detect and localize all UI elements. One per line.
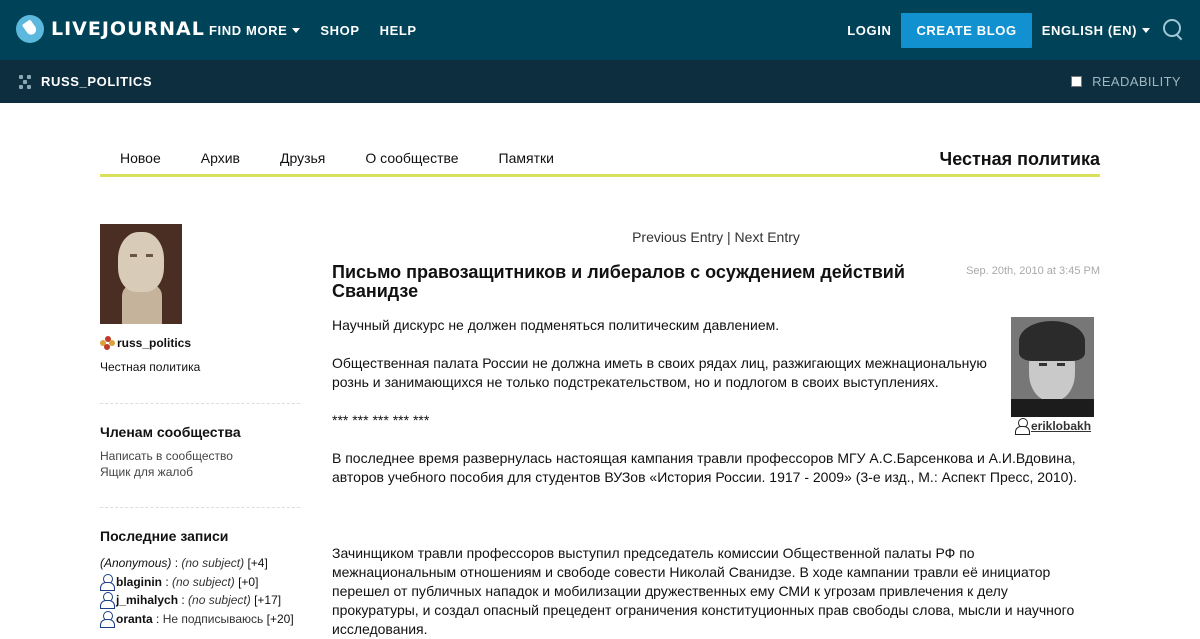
community-username-label: russ_politics xyxy=(117,336,192,350)
list-item[interactable]: j_mihalych : (no subject) [+17] xyxy=(100,591,300,610)
entry-paragraph: Зачинщиком травли профессоров выступил председатель комиссии Общественной палаты РФ по межнациональным отношениям и свободе совести Николай Сванидзе. В ходе кампании травли её инициатор перешел от публичных нападок и мобилизации дружественных ему СМИ к угрозам привлечения к делу прокуратуры, и создал опасный прецедент ограничения конституционных прав свободы слова, мысли и научного исследования. xyxy=(332,545,1075,637)
entry-navigation xyxy=(332,229,1100,245)
chevron-down-icon xyxy=(292,28,300,33)
complaints-box-link[interactable]: Ящик для жалоб xyxy=(100,465,194,479)
language-selector[interactable] xyxy=(1042,23,1150,38)
entry-paragraph: Научный дискурс не должен подменяться политическим давлением. xyxy=(332,317,780,333)
entry-nav-divider: | xyxy=(727,229,731,245)
entry-paragraph: В последнее время развернулась настоящая кампания травли профессоров МГУ А.С.Барсенкова и А.И.Вдовина, авторов учебного пособия для студентов ВУЗов «История России. 1917 - 2009» (3-е изд., М.: Аспект Пресс, 2010). xyxy=(332,450,1077,485)
recent-subject[interactable]: (no subject) xyxy=(188,593,251,607)
language-label: ENGLISH (EN) xyxy=(1041,22,1137,38)
recent-subject[interactable]: Не подписываюсь xyxy=(162,611,264,626)
community-username[interactable] xyxy=(100,336,300,350)
recent-count: [+20] xyxy=(266,611,294,626)
user-icon xyxy=(100,574,114,590)
menu-item-new[interactable]: Новое xyxy=(120,150,161,166)
chevron-down-icon xyxy=(1142,28,1150,33)
livejournal-logo-icon xyxy=(16,15,44,43)
journal-menu xyxy=(100,140,1100,177)
create-blog-button[interactable]: CREATE BLOG xyxy=(901,13,1031,48)
menu-item-memos[interactable]: Памятки xyxy=(498,150,554,166)
main-nav xyxy=(209,0,437,60)
community-badge-icon xyxy=(100,336,116,350)
recent-count: [+0] xyxy=(238,574,259,589)
divider xyxy=(100,507,300,508)
menu-item-archive[interactable]: Архив xyxy=(200,150,240,166)
community-link[interactable] xyxy=(19,74,152,89)
list-item[interactable]: oranta : Не подписываюсь [+20] xyxy=(100,610,300,629)
entry-paragraph: *** *** *** *** *** xyxy=(332,412,430,428)
previous-entry-link[interactable]: Previous Entry xyxy=(632,229,724,245)
recent-user[interactable]: oranta xyxy=(116,611,153,626)
entry-body xyxy=(332,316,1092,639)
journal-title[interactable]: Честная политика xyxy=(939,149,1100,169)
entry-date: Sep. 20th, 2010 at 3:45 PM xyxy=(966,265,1100,277)
sidebar xyxy=(100,224,300,628)
community-name: RUSS_POLITICS xyxy=(41,74,153,89)
recent-subject[interactable]: (no subject) xyxy=(172,574,235,589)
community-tagline: Честная политика xyxy=(100,360,201,374)
divider xyxy=(100,403,300,404)
top-navigation-bar xyxy=(0,0,1200,60)
community-bar xyxy=(0,60,1200,103)
recent-entries-heading: Последние записи xyxy=(100,528,229,544)
nav-find-more[interactable] xyxy=(209,23,300,38)
community-icon xyxy=(19,75,35,89)
post-to-community-link[interactable]: Написать в сообщество xyxy=(100,449,233,463)
logo-text: LIVEJOURNAL xyxy=(51,18,205,40)
recent-user[interactable]: j_mihalych xyxy=(116,593,179,607)
menu-item-friends[interactable]: Друзья xyxy=(279,150,326,166)
recent-user: (Anonymous) xyxy=(100,556,172,570)
user-icon xyxy=(100,611,114,627)
readability-toggle[interactable] xyxy=(1071,74,1181,89)
entry-title: Письмо правозащитников и либералов с осуждением действий Сванидзе xyxy=(332,262,905,301)
livejournal-logo[interactable] xyxy=(16,15,205,43)
recent-count: [+17] xyxy=(254,593,282,607)
community-userpic[interactable] xyxy=(100,224,182,324)
list-item[interactable]: (Anonymous) : (no subject) [+4] xyxy=(100,554,300,573)
user-icon xyxy=(100,592,114,608)
recent-subject[interactable]: (no subject) xyxy=(181,556,245,570)
entry-paragraph: Общественная палата России не должна иметь в своих рядах лиц, разжигающих межнациональную рознь и занимающихся не только подстрекательством, но и подлогом в своих выступлениях. xyxy=(332,355,987,390)
recent-user[interactable]: blaginin xyxy=(116,574,162,589)
recent-count: [+4] xyxy=(247,556,268,570)
readability-checkbox[interactable] xyxy=(1071,76,1082,87)
account-nav xyxy=(847,0,1184,60)
nav-help[interactable]: HELP xyxy=(379,22,417,38)
nav-find-more-label: FIND MORE xyxy=(209,22,288,38)
menu-item-about[interactable]: О сообществе xyxy=(365,150,459,166)
list-item[interactable]: blaginin : (no subject) [+0] xyxy=(100,573,300,592)
next-entry-link[interactable]: Next Entry xyxy=(734,229,800,245)
nav-shop[interactable]: SHOP xyxy=(320,22,360,38)
recent-entries-list xyxy=(100,554,300,628)
search-icon[interactable] xyxy=(1162,19,1184,41)
members-heading: Членам сообщества xyxy=(100,424,241,440)
readability-label: READABILITY xyxy=(1092,74,1181,89)
entry-author-name[interactable]: eriklobakh xyxy=(1031,419,1092,433)
login-link[interactable]: LOGIN xyxy=(847,22,892,38)
